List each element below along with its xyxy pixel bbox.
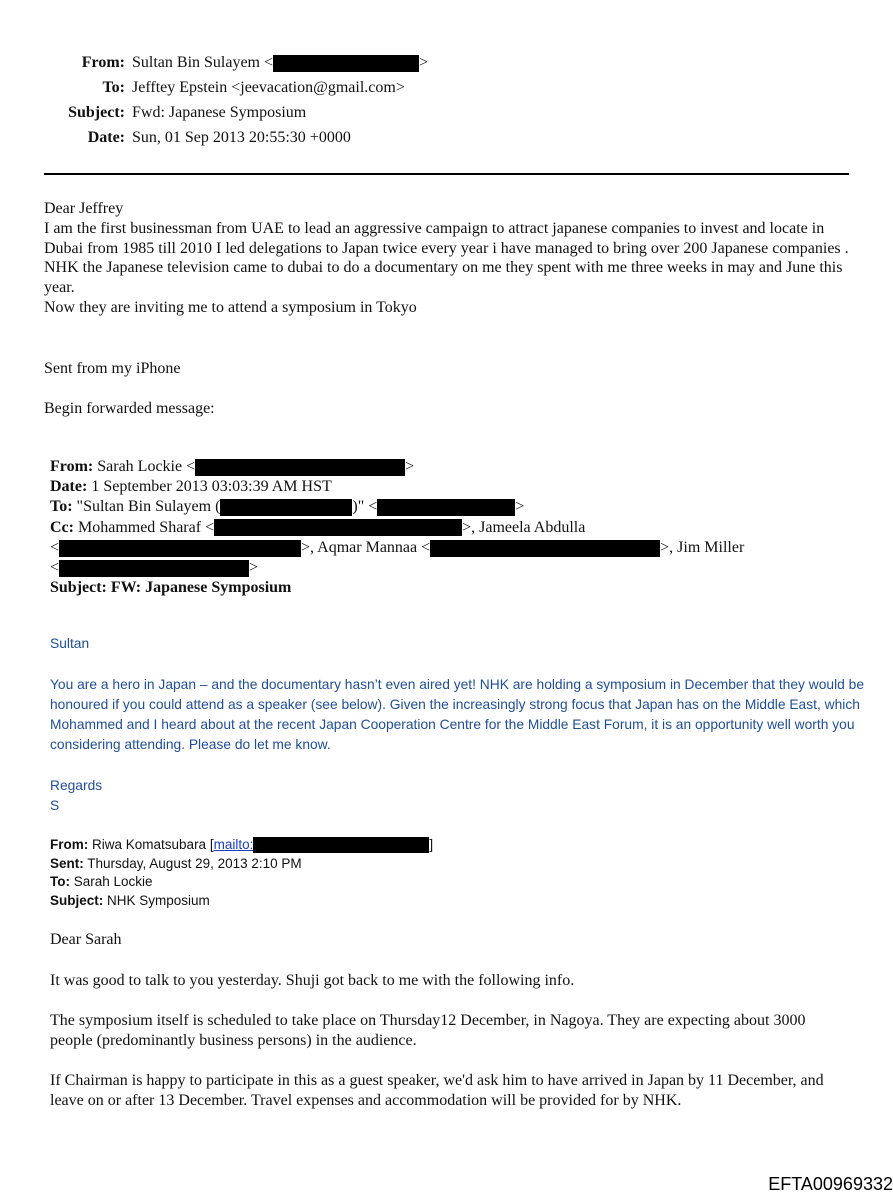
redaction-block [377, 499, 515, 516]
begin-forwarded-line: Begin forwarded message: [44, 400, 215, 417]
message-greeting: Dear Jeffrey [44, 200, 124, 217]
header-from-label: From: [81, 54, 125, 71]
riwa-paragraph: It was good to talk to you yesterday. Shuji got back to me with the following info. [50, 972, 575, 989]
fwd-to-row: To: "Sultan Bin Sulayem ( )" < > [50, 498, 525, 516]
fwd-subject-row: Subject: FW: Japanese Symposium [50, 579, 292, 597]
fwd-from-row: From: Sarah Lockie < > [50, 458, 415, 475]
redaction-block [273, 55, 419, 72]
document-id-stamp: EFTA00969332 [768, 1174, 893, 1194]
mailto-link[interactable]: mailto: [213, 837, 254, 852]
redaction-block [253, 837, 429, 853]
riwa-sent-row: Sent: Thursday, August 29, 2013 2:10 PM [50, 855, 302, 871]
sarah-salutation: Sultan [50, 636, 90, 651]
sarah-note-body: You are a hero in Japan – and the documentary hasn’t even aired yet! NHK are holding a symposium in December that they would be honoured if you could attend as a speaker (see below). Given the increasingly strong focus that Japan has on the Middle East, which Mohammed and I heard about at the recent Japan Cooperation Centre for the Middle East Forum, it is an opportunity well worth you considering attending. Please do let me know. [50, 677, 864, 752]
header-to-label: To: [102, 79, 125, 96]
fwd-date-row: Date: 1 September 2013 03:03:39 AM HST [50, 478, 332, 496]
header-date-label: Date: [87, 129, 125, 146]
redaction-block [214, 519, 462, 536]
riwa-header [50, 836, 433, 910]
fwd-cc-row: Cc: Mohammed Sharaf < >, Jameela Abdulla [50, 518, 586, 536]
header-from-value: Sultan Bin Sulayem < [132, 54, 274, 71]
header-subject-value: Fwd: Japanese Symposium [132, 104, 307, 121]
fwd-cc-row-2: < >, Aqmar Mannaa < >, Jim Miller [50, 538, 745, 556]
header-from-row: From: Sultan Bin Sulayem < > [0, 54, 428, 72]
header-subject-label: Subject: [68, 104, 125, 121]
header-divider [44, 173, 849, 175]
riwa-greeting: Dear Sarah [50, 931, 122, 948]
riwa-subject-row: Subject: NHK Symposium [50, 892, 210, 908]
redaction-block [59, 540, 301, 557]
message-paragraph: NHK the Japanese television came to dubai to do a documentary on me they spent with me three weeks in may and June this year. [44, 259, 843, 297]
message-body [44, 199, 864, 318]
redaction-block [430, 540, 660, 557]
redaction-block [59, 560, 249, 577]
fwd-cc-row-3: < > [50, 559, 259, 577]
header-subject-row [0, 104, 306, 122]
redaction-block [220, 499, 352, 516]
sent-from-line: Sent from my iPhone [44, 360, 181, 377]
message-paragraph: Now they are inviting me to attend a symposium in Tokyo [44, 298, 417, 316]
header-date-row [0, 129, 351, 147]
redaction-block [195, 459, 405, 476]
header-to-row [0, 79, 405, 97]
sarah-regards: Regards S [50, 778, 103, 813]
message-paragraph: I am the first businessman from UAE to lead an aggressive campaign to attract japanese companies to invest and locate in Dubai from 1985 till 2010 I led delegations to Japan twice every year i have managed to bring over 200 Japanese companies . [44, 219, 849, 257]
riwa-to-row: To: Sarah Lockie [50, 874, 153, 889]
header-date-value: Sun, 01 Sep 2013 20:55:30 +0000 [132, 129, 351, 146]
header-to-value: Jefftey Epstein <jeevacation@gmail.com> [132, 79, 405, 96]
riwa-from-row: From: Riwa Komatsubara [mailto: ] [50, 837, 434, 852]
riwa-paragraph: If Chairman is happy to participate in this as a guest speaker, we'd ask him to have arrived in Japan by 11 December, and leave on or after 13 December. Travel expenses and accommodation will be provided for by NHK. [50, 1072, 824, 1109]
forwarded-header [50, 457, 744, 598]
riwa-paragraph: The symposium itself is scheduled to take place on Thursday12 December, in Nagoya. They are expecting about 3000 people (predominantly business persons) in the audience. [50, 1012, 806, 1049]
